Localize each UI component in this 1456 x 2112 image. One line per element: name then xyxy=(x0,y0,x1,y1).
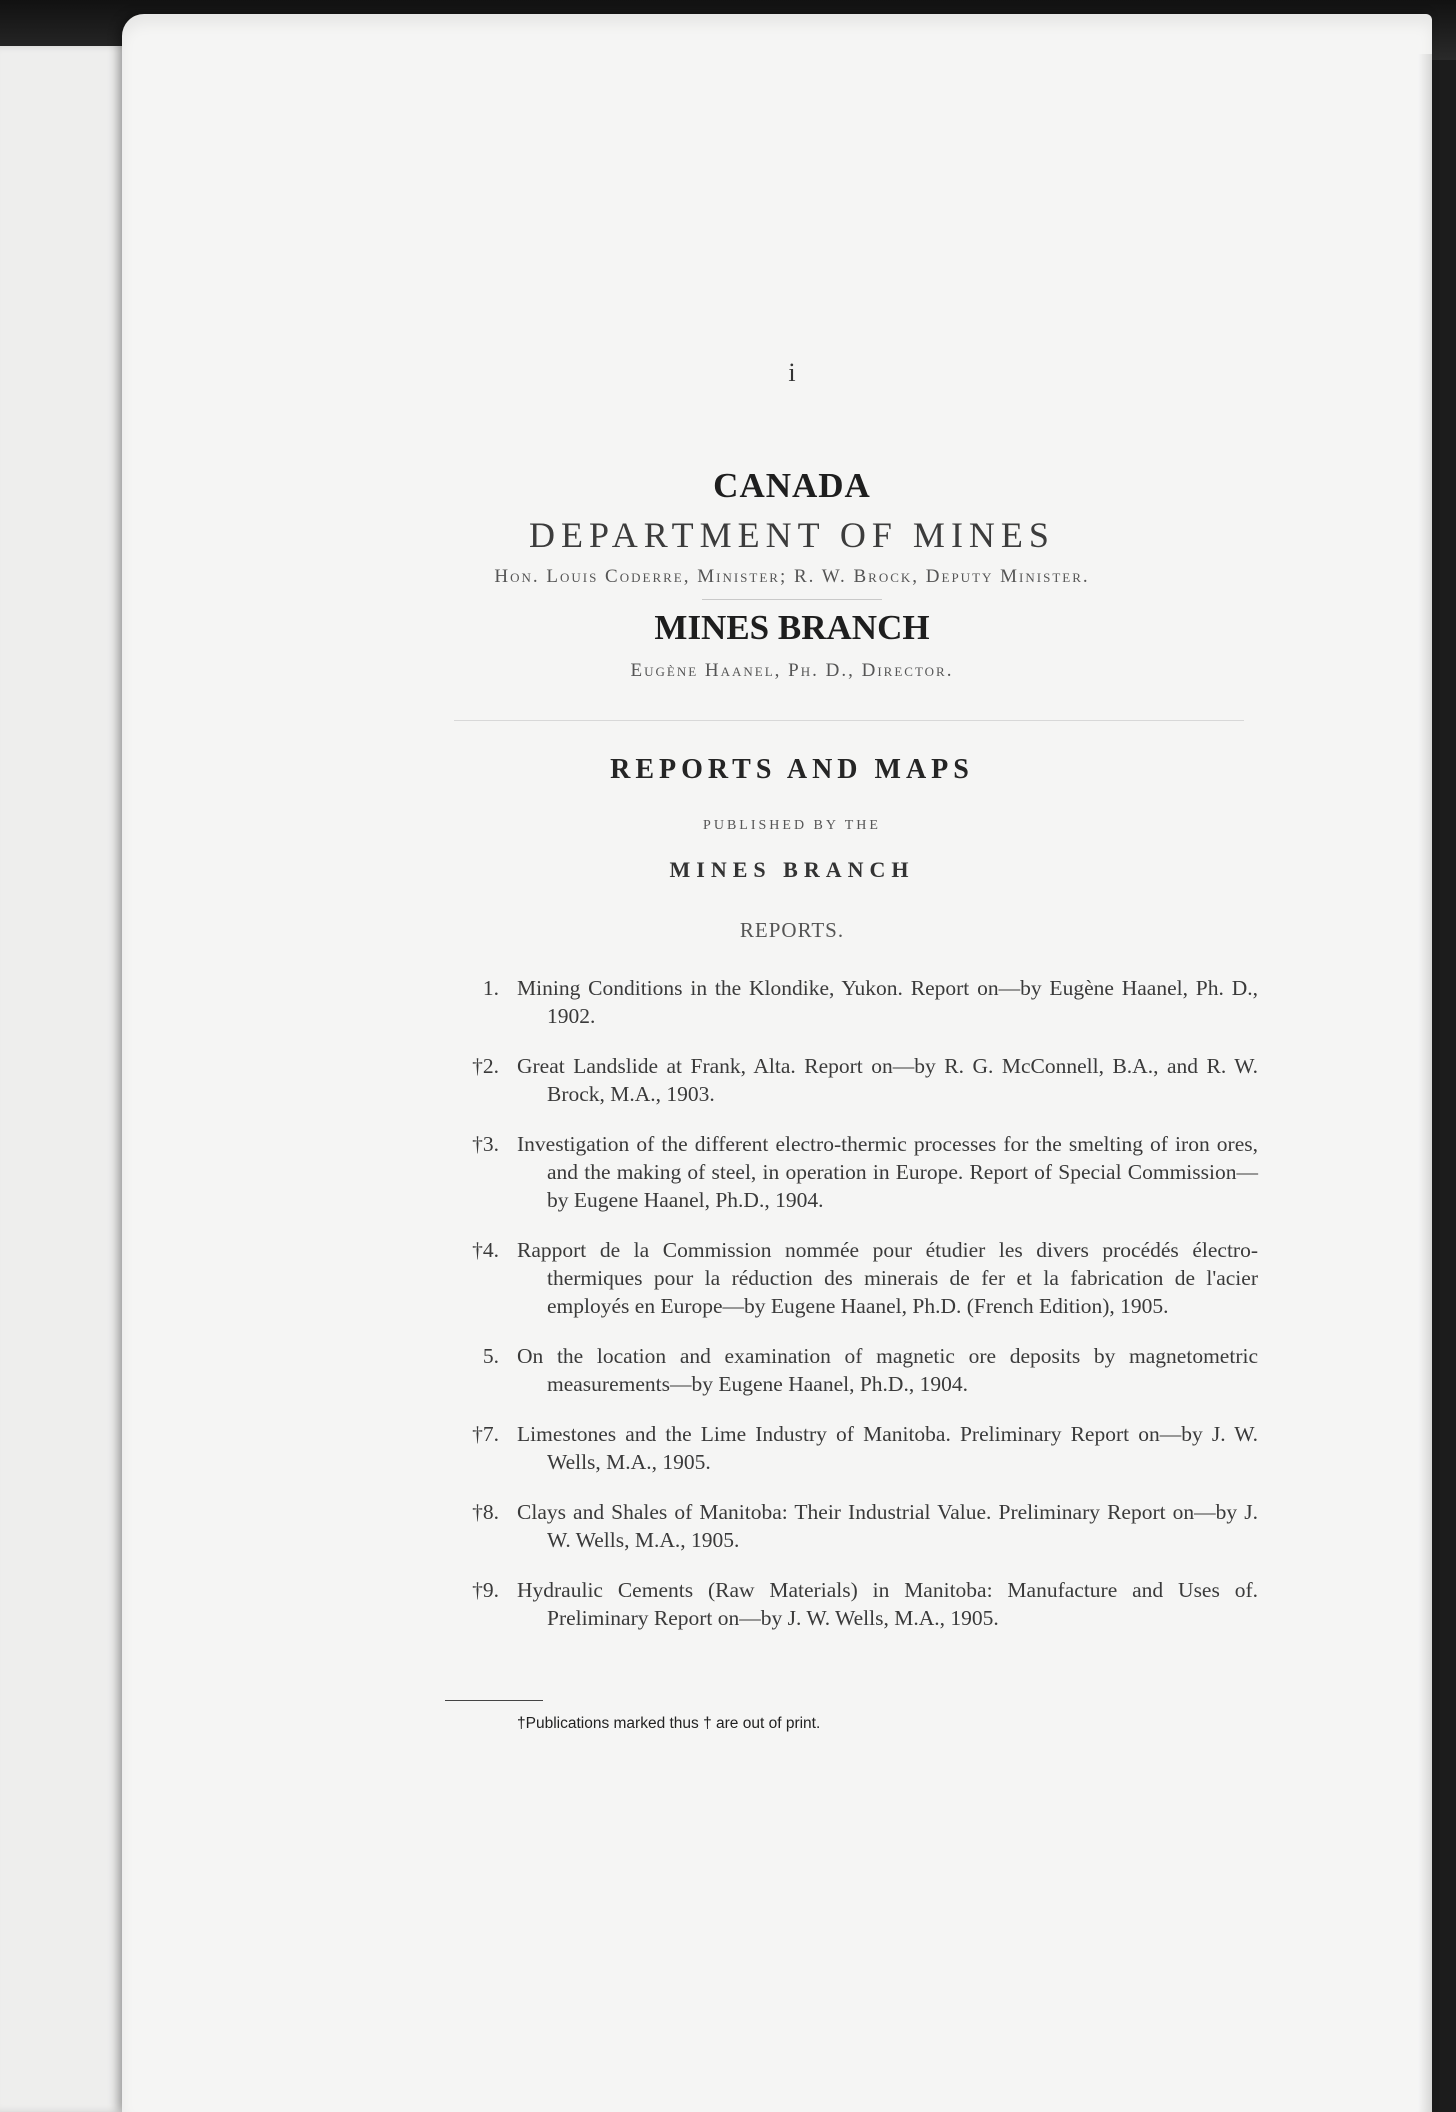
page-edge-shadow xyxy=(1418,54,1432,2112)
list-item xyxy=(447,974,1258,1030)
list-item xyxy=(447,1576,1258,1632)
report-text: Hydraulic Cements (Raw Materials) in Manitoba: Manufacture and Uses of. Preliminary Report on—by J. W. Wells, M.A., 1905. xyxy=(517,1578,1258,1630)
publisher-heading: MINES BRANCH xyxy=(669,857,915,882)
report-number: †3. xyxy=(472,1132,499,1156)
report-number: 5. xyxy=(482,1344,499,1368)
report-text: Investigation of the different electro-thermic processes for the smelting of iron ores, and the making of steel, in operation in Europe. Report of Special Commission—by Eugene Haanel, Ph.D., 1904. xyxy=(517,1132,1258,1212)
department-heading: DEPARTMENT OF MINES xyxy=(529,515,1055,555)
report-number: †8. xyxy=(472,1500,499,1524)
published-by-line: PUBLISHED BY THE xyxy=(703,818,881,833)
section-title: REPORTS AND MAPS xyxy=(610,754,974,785)
list-item xyxy=(447,1342,1258,1398)
reports-subheading: REPORTS. xyxy=(739,918,845,942)
page-number: i xyxy=(788,358,796,387)
facing-page-edge xyxy=(0,46,140,2112)
director-line: Eugène Haanel, Ph. D., Director. xyxy=(630,660,954,681)
report-number: †9. xyxy=(472,1578,499,1602)
country-heading: CANADA xyxy=(713,466,871,505)
report-text: Rapport de la Commission nommée pour étudier les divers procédés électro-thermiques pour la réduction des minerais de fer et la fabrication de l'acier employés en Europe—by Eugene Haanel, Ph.D. (French Edition), 1905. xyxy=(517,1238,1258,1318)
report-text: Great Landslide at Frank, Alta. Report on—by R. G. McConnell, B.A., and R. W. Brock, M.A., 1903. xyxy=(517,1054,1258,1106)
list-item xyxy=(447,1052,1258,1108)
report-text: Mining Conditions in the Klondike, Yukon. Report on—by Eugène Haanel, Ph. D., 1902. xyxy=(517,976,1258,1028)
document-page xyxy=(122,14,1432,2112)
report-text: Clays and Shales of Manitoba: Their Industrial Value. Preliminary Report on—by J. W. Wells, M.A., 1905. xyxy=(517,1500,1258,1552)
report-number: †2. xyxy=(472,1054,499,1078)
footnote-divider xyxy=(445,1700,543,1701)
branch-heading: MINES BRANCH xyxy=(654,608,930,647)
reports-list xyxy=(447,974,1258,1654)
officials-line: Hon. Louis Coderre, Minister; R. W. Brock, Deputy Minister. xyxy=(494,566,1090,587)
report-text: On the location and examination of magnetic ore deposits by magnetometric measurements—by Eugene Haanel, Ph.D., 1904. xyxy=(517,1344,1258,1396)
heading-divider xyxy=(702,599,882,600)
section-divider xyxy=(454,720,1244,721)
list-item xyxy=(447,1236,1258,1320)
report-number: †4. xyxy=(472,1238,499,1262)
report-number: 1. xyxy=(482,976,499,1000)
report-text: Limestones and the Lime Industry of Manitoba. Preliminary Report on—by J. W. Wells, M.A., 1905. xyxy=(517,1422,1258,1474)
list-item xyxy=(447,1498,1258,1554)
report-number: †7. xyxy=(472,1422,499,1446)
list-item xyxy=(447,1420,1258,1476)
footnote: †Publications marked thus † are out of print. xyxy=(517,1715,821,1732)
list-item xyxy=(447,1130,1258,1214)
